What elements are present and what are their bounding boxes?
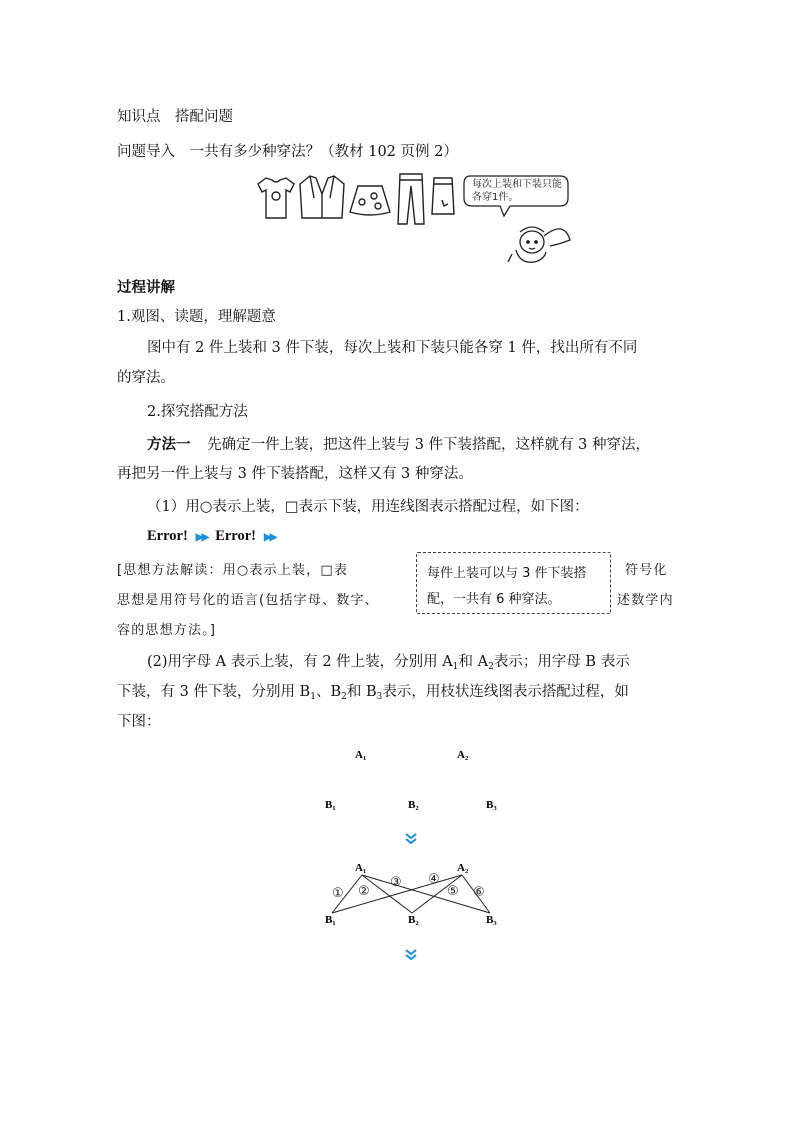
sub1-text: （1）用○表示上装，□表示下装，用连线图表示搭配过程，如下图：	[147, 499, 589, 515]
tree1-node-a1: A₁	[355, 749, 367, 761]
down-chevron-icon	[404, 832, 418, 846]
error-1: Error!	[147, 528, 188, 544]
method-line2: 再把另一件上装与 3 件下装搭配，这样又有 3 种穿法。	[117, 466, 473, 482]
thinking-line2-b: 述数学内	[617, 593, 674, 608]
tree1-node-b2: B₂	[408, 799, 419, 811]
tree1-node-b1: B₁	[325, 799, 336, 811]
tree2-node-a1: A₁	[355, 862, 367, 874]
intro-label: 问题导入	[117, 144, 175, 160]
thinking-line1-b: 符号化	[625, 563, 668, 578]
sub2-line2: 下装，有 3 件下装，分别用 $B_1$、$B_2$和 $B_3$表示，用枝状连线图表示搭配过程，如	[117, 684, 629, 702]
path-number-1: ①	[332, 886, 344, 901]
step2-title: 2.探究搭配方法	[147, 404, 248, 420]
thinking-line1-a: [思想方法解读：用○表示上装，□表	[117, 563, 349, 578]
clothing-illustration	[250, 170, 460, 230]
double-arrow-icon: ▶▶	[263, 532, 276, 543]
method-line1	[117, 430, 677, 460]
angel-illustration	[460, 170, 580, 270]
thinking-line2-a: 思想是用符号化的语言(包括字母、数字、	[117, 593, 379, 608]
sub2-line3: 下图：	[117, 714, 161, 730]
error-2: Error!	[215, 528, 256, 544]
intro-question: 一共有多少种穿法？（教材 102 页例 2）	[189, 144, 458, 160]
tree2-node-b1: B₁	[325, 914, 336, 926]
tree2-node-b2: B₂	[408, 914, 419, 926]
tree-diagram-nodes	[310, 740, 510, 815]
method-text: 先确定一件上装，把这件上装与 3 件下装搭配，这样就有 3 种穿法，	[207, 437, 650, 453]
path-number-3: ③	[390, 875, 402, 890]
path-number-2: ②	[358, 884, 370, 899]
pants-icon	[398, 174, 424, 224]
error-line	[117, 522, 677, 552]
heading: 知识点 搭配问题	[117, 109, 233, 125]
method-label: 方法一	[147, 436, 191, 453]
section-title: 过程讲解	[117, 279, 175, 296]
step1-text-line2: 的穿法。	[117, 370, 175, 386]
callout-box: 每件上装可以与 3 件下装搭配，一共有 6 种穿法。	[416, 552, 611, 614]
path-number-5: ⑤	[447, 884, 459, 899]
tree2-node-a2: A₂	[457, 862, 469, 874]
step1-title: 1.观图、读题，理解题意	[117, 309, 276, 325]
speech-bubble-text: 每次上装和下装只能各穿1件。	[472, 179, 562, 203]
thinking-line3: 容的思想方法。]	[117, 623, 217, 638]
tree1-node-a2: A₂	[457, 749, 469, 761]
sub2-line1: (2)用字母 A 表示上装，有 2 件上装，分别用 $A_1$和 $A_2$表示；用字母 B 表示	[147, 654, 630, 672]
tree2-node-b3: B₃	[486, 914, 497, 926]
down-chevron-icon	[404, 948, 418, 962]
tree-diagram-connected	[310, 855, 510, 930]
double-arrow-icon: ▶▶	[195, 532, 208, 543]
angel-face-icon	[520, 231, 544, 253]
tree1-node-b3: B₃	[486, 799, 497, 811]
path-number-4: ④	[428, 872, 440, 887]
intro-line	[117, 138, 677, 167]
step1-text-line1: 图中有 2 件上装和 3 件下装，每次上装和下装只能各穿 1 件，找出所有不同	[147, 340, 638, 356]
tshirt-icon	[258, 178, 294, 218]
path-number-6: ⑥	[473, 885, 485, 900]
skirt-icon	[350, 186, 390, 215]
